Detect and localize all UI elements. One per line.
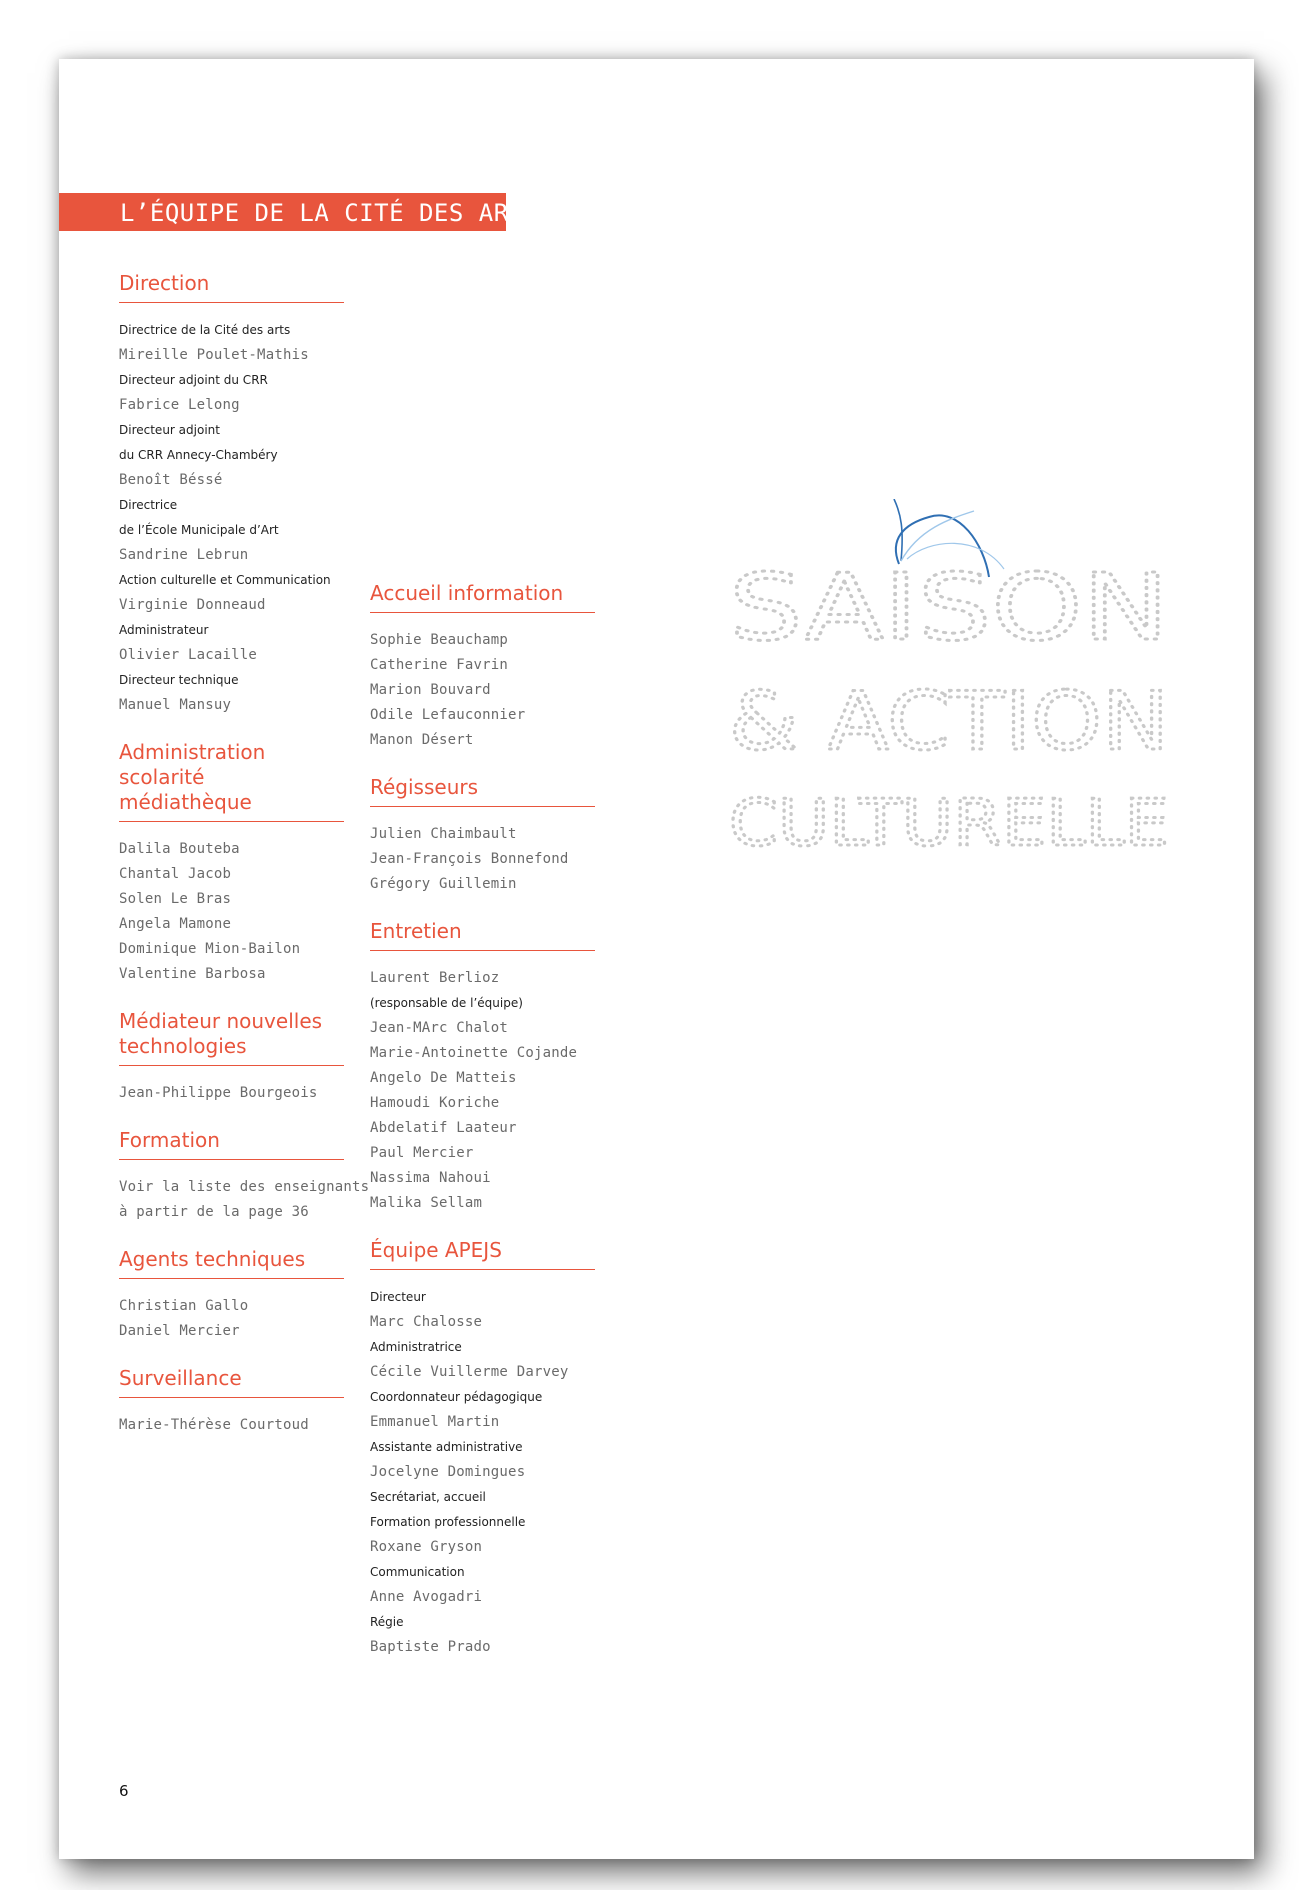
role-label: Directeur adjoint [119,423,220,437]
saison-action-culturelle-artwork [729,499,1239,969]
staff-name: Manuel Mansuy [119,697,232,713]
staff-name: à partir de la page 36 [119,1204,309,1220]
staff-name: Grégory Guillemin [370,876,517,892]
section-title: Médiateur nouvelles technologies [119,1009,344,1066]
dotted-lettering: & ACTION [729,674,1169,768]
section [119,1247,344,1344]
role-label: Administratrice [370,1340,462,1354]
staff-name: Daniel Mercier [119,1323,240,1339]
section [119,271,344,718]
staff-name: Manon Désert [370,732,474,748]
role-label: Action culturelle et Communication [119,573,331,587]
staff-name: Jean-Philippe Bourgeois [119,1085,318,1101]
role-label: de l’École Municipale d’Art [119,523,279,537]
staff-name: Jean-MArc Chalot [370,1020,509,1036]
dotted-lettering: SAISON [729,554,1169,661]
staff-name: Sophie Beauchamp [370,632,509,648]
staff-name: Chantal Jacob [119,866,232,882]
dotted-lettering: CULTURELLE [729,786,1169,861]
staff-name: Julien Chaimbault [370,826,517,842]
staff-name: Dalila Bouteba [119,841,240,857]
staff-name: Voir la liste des enseignants [119,1179,370,1195]
staff-name: Paul Mercier [370,1145,474,1161]
staff-name: Odile Lefauconnier [370,707,526,723]
staff-name: Valentine Barbosa [119,966,266,982]
section-title: Direction [119,271,344,303]
role-label: Directrice de la Cité des arts [119,323,291,337]
section [370,919,595,1216]
staff-name: Angela Mamone [119,916,232,932]
section-title: Entretien [370,919,595,951]
role-label: Administrateur [119,623,209,637]
staff-name: Cécile Vuillerme Darvey [370,1364,569,1380]
role-label: Secrétariat, accueil [370,1490,486,1504]
role-label: Formation professionnelle [370,1515,526,1529]
staff-name: Hamoudi Koriche [370,1095,500,1111]
document-page [59,59,1254,1859]
role-label: Assistante administrative [370,1440,523,1454]
staff-name: Olivier Lacaille [119,647,258,663]
section-title: Formation [119,1128,344,1160]
section [119,1009,344,1106]
staff-name: Malika Sellam [370,1195,483,1211]
staff-name: Solen Le Bras [119,891,232,907]
staff-name: Catherine Favrin [370,657,509,673]
role-label: Régie [370,1615,404,1629]
section [119,740,344,987]
section-title: Régisseurs [370,775,595,807]
staff-name: Abdelatif Laateur [370,1120,517,1136]
staff-name: Benoît Béssé [119,472,223,488]
staff-name: Emmanuel Martin [370,1414,500,1430]
page-number: 6 [119,1782,129,1800]
staff-name: Nassima Nahoui [370,1170,491,1186]
section-title: Agents techniques [119,1247,344,1279]
banner-title: L’ÉQUIPE DE LA CITÉ DES ARTS [120,199,539,227]
role-label: Coordonnateur pédagogique [370,1390,543,1404]
staff-name: Marion Bouvard [370,682,491,698]
section [119,1366,344,1438]
section [370,581,595,753]
section-title: Administration scolarité médiathèque [119,740,344,822]
title-banner [59,193,539,231]
staff-name: Jocelyne Domingues [370,1464,526,1480]
staff-name: Laurent Berlioz [370,970,500,986]
staff-name: Marc Chalosse [370,1314,483,1330]
section [370,775,595,897]
staff-name: Baptiste Prado [370,1639,491,1655]
role-label: Directeur [370,1290,426,1304]
staff-name: Sandrine Lebrun [119,547,249,563]
role-label: Directeur technique [119,673,239,687]
role-label: (responsable de l’équipe) [370,996,523,1010]
section-title: Équipe APEJS [370,1238,595,1270]
staff-name: Marie-Thérèse Courtoud [119,1417,309,1433]
role-label: Directrice [119,498,178,512]
role-label: du CRR Annecy-Chambéry [119,448,278,462]
section-title: Surveillance [119,1366,344,1398]
role-label: Communication [370,1565,465,1579]
staff-name: Fabrice Lelong [119,397,240,413]
staff-name: Dominique Mion-Bailon [119,941,301,957]
artwork-line [729,554,1169,661]
staff-name: Anne Avogadri [370,1589,483,1605]
staff-name: Angelo De Matteis [370,1070,517,1086]
left-column [119,271,370,1460]
section-title: Accueil information [370,581,595,613]
section [370,1238,595,1660]
artwork-line [729,786,1169,861]
role-label: Directeur adjoint du CRR [119,373,268,387]
staff-name: Virginie Donneaud [119,597,266,613]
artwork-line [729,674,1169,768]
staff-name: Marie-Antoinette Cojande [370,1045,578,1061]
staff-name: Mireille Poulet-Mathis [119,347,309,363]
staff-name: Christian Gallo [119,1298,249,1314]
staff-name: Roxane Gryson [370,1539,483,1555]
section [119,1128,370,1225]
staff-name: Jean-François Bonnefond [370,851,569,867]
middle-column [370,581,595,1682]
